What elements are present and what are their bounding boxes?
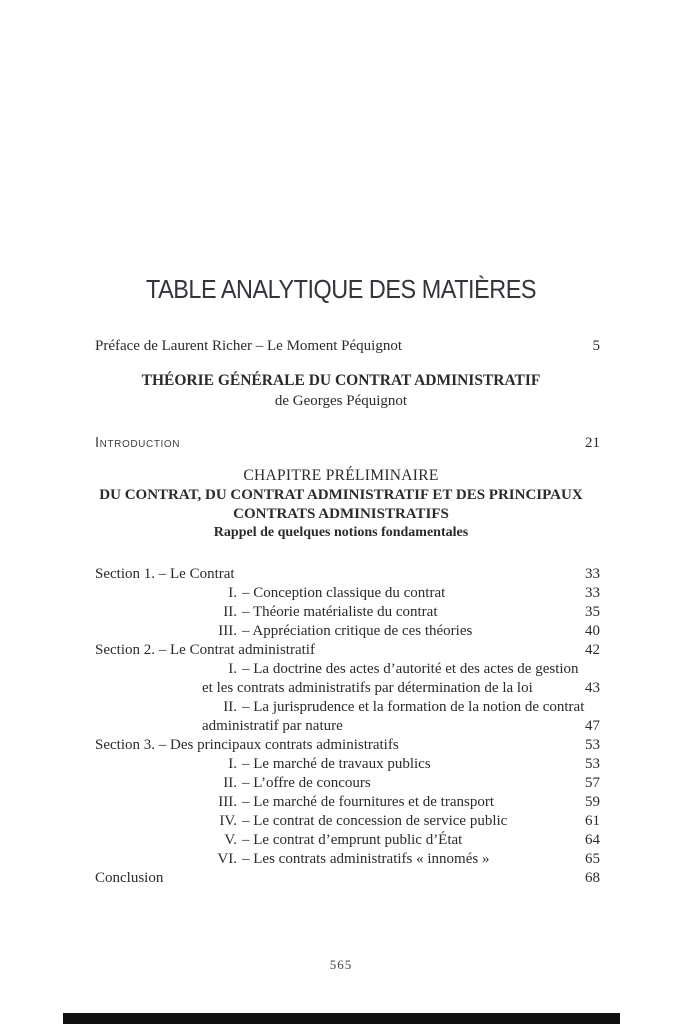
toc-entry-text: – Conception classique du contrat xyxy=(242,585,446,601)
toc-page-number: 53 xyxy=(585,756,600,772)
toc-page-number: 33 xyxy=(585,566,600,582)
table-of-contents xyxy=(95,565,600,888)
toc-entry-text: – L’offre de concours xyxy=(242,775,371,791)
toc-page-number: 35 xyxy=(585,604,600,620)
toc-entry-text: Section 3. – Des principaux contrats administratifs xyxy=(95,737,399,753)
toc-roman-numeral: III. xyxy=(218,623,237,639)
toc-roman-numeral: I. xyxy=(228,585,237,601)
toc-entry-text: Conclusion xyxy=(95,870,164,886)
toc-page-number: 40 xyxy=(585,623,600,639)
toc-page-number: 61 xyxy=(585,813,600,829)
toc-sub-row xyxy=(95,755,600,774)
toc-entry-text: Section 1. – Le Contrat xyxy=(95,566,235,582)
toc-page-number: 42 xyxy=(585,642,600,658)
toc-roman-numeral: II. xyxy=(223,604,237,620)
toc-entry-text: Section 2. – Le Contrat administratif xyxy=(95,642,315,658)
toc-roman-numeral: I. xyxy=(228,756,237,772)
introduction-row xyxy=(95,434,600,453)
toc-roman-numeral: III. xyxy=(218,794,237,810)
toc-page-number: 68 xyxy=(585,870,600,886)
toc-page-number: 43 xyxy=(585,680,600,696)
toc-roman-numeral: VI. xyxy=(217,851,237,867)
chapter-kicker: CHAPITRE PRÉLIMINAIRE xyxy=(243,467,439,484)
toc-page-number: 53 xyxy=(585,737,600,753)
toc-page-number: 57 xyxy=(585,775,600,791)
toc-sub-row xyxy=(95,793,600,812)
toc-sub-row xyxy=(95,584,600,603)
chapter-title-line2: CONTRATS ADMINISTRATIFS xyxy=(233,506,449,522)
toc-entry-text: – La doctrine des actes d’autorité et des actes de gestion xyxy=(242,661,579,677)
preface-row xyxy=(95,337,600,356)
toc-continuation-row xyxy=(95,717,600,736)
toc-entry-text: administratif par nature xyxy=(202,718,343,734)
toc-sub-row xyxy=(95,660,600,679)
toc-entry-text: – La jurisprudence et la formation de la notion de contrat xyxy=(242,699,585,715)
toc-sub-row xyxy=(95,812,600,831)
toc-roman-numeral: II. xyxy=(223,775,237,791)
toc-page-number: 65 xyxy=(585,851,600,867)
toc-roman-numeral: IV. xyxy=(219,813,237,829)
preface-label: Préface de Laurent Richer – Le Moment Péquignot xyxy=(95,338,402,354)
toc-sub-row xyxy=(95,603,600,622)
introduction-label: Introduction xyxy=(95,435,181,451)
toc-continuation-row xyxy=(95,679,600,698)
toc-entry-text: – Appréciation critique de ces théories xyxy=(242,623,473,639)
toc-entry-text: – Le contrat d’emprunt public d’État xyxy=(242,832,463,848)
toc-roman-numeral: II. xyxy=(223,699,237,715)
toc-page-number: 64 xyxy=(585,832,600,848)
scan-edge-bar xyxy=(63,1013,620,1024)
page-title: TABLE ANALYTIQUE DES MATIÈRES xyxy=(145,274,537,304)
toc-section-row xyxy=(95,565,600,584)
toc-page-number: 33 xyxy=(585,585,600,601)
toc-roman-numeral: V. xyxy=(224,832,237,848)
part-title: THÉORIE GÉNÉRALE DU CONTRAT ADMINISTRATIF xyxy=(141,372,541,389)
toc-section-row xyxy=(95,641,600,660)
toc-page-number: 47 xyxy=(585,718,600,734)
preface-page-number: 5 xyxy=(592,338,600,354)
toc-entry-text: – Le marché de fournitures et de transport xyxy=(242,794,494,810)
toc-roman-numeral: I. xyxy=(228,661,237,677)
toc-sub-row xyxy=(95,622,600,641)
toc-entry-text: et les contrats administratifs par détermination de la loi xyxy=(202,680,533,696)
part-author: de Georges Péquignot xyxy=(274,393,408,409)
chapter-title-line1: DU CONTRAT, DU CONTRAT ADMINISTRATIF ET DES PRINCIPAUX xyxy=(99,487,583,503)
folio-page-number: 565 xyxy=(329,957,353,972)
chapter-subtitle: Rappel de quelques notions fondamentales xyxy=(213,525,469,540)
toc-entry-text: – Le marché de travaux publics xyxy=(242,756,431,772)
introduction-page-number: 21 xyxy=(585,435,600,451)
toc-section-row xyxy=(95,869,600,888)
toc-sub-row xyxy=(95,698,600,717)
toc-sub-row xyxy=(95,774,600,793)
toc-page-number: 59 xyxy=(585,794,600,810)
toc-entry-text: – Les contrats administratifs « innomés » xyxy=(242,851,490,867)
toc-entry-text: – Le contrat de concession de service public xyxy=(242,813,508,829)
toc-sub-row xyxy=(95,831,600,850)
toc-sub-row xyxy=(95,850,600,869)
toc-section-row xyxy=(95,736,600,755)
toc-entry-text: – Théorie matérialiste du contrat xyxy=(242,604,438,620)
